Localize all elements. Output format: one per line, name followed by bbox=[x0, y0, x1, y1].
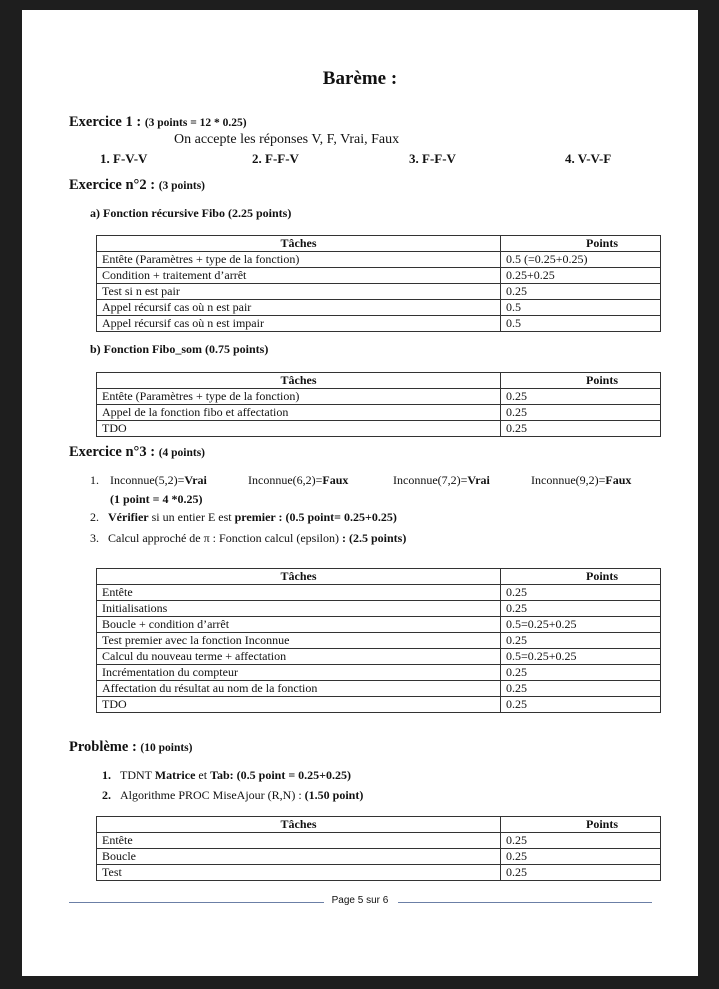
task-cell: Affectation du résultat au nom de la fonction bbox=[97, 681, 501, 697]
points-cell: 0.25 bbox=[501, 681, 661, 697]
points-cell: 0.25 bbox=[501, 849, 661, 865]
table-row bbox=[97, 421, 661, 437]
table-row bbox=[97, 649, 661, 665]
table-row bbox=[97, 284, 661, 300]
task-cell: Appel récursif cas où n est pair bbox=[97, 300, 501, 316]
header-points: Points bbox=[501, 236, 661, 252]
page-number: Page 5 sur 6 bbox=[331, 895, 389, 906]
exercise-3-item-3: 3. Calcul approché de π : Fonction calcul (epsilon) : (2.5 points) bbox=[90, 531, 407, 545]
table-header-row bbox=[97, 236, 661, 252]
task-cell: Test bbox=[97, 865, 501, 881]
task-cell: Test premier avec la fonction Inconnue bbox=[97, 633, 501, 649]
table-row bbox=[97, 633, 661, 649]
header-points: Points bbox=[501, 817, 661, 833]
task-cell: TDO bbox=[97, 421, 501, 437]
exercise-1-answer-3: 3. F-F-V bbox=[409, 151, 456, 166]
table-row bbox=[97, 681, 661, 697]
exercise-1-answer-1: 1. F-V-V bbox=[100, 151, 148, 166]
problem-label: Problème : bbox=[69, 739, 137, 755]
exercise-3-label: Exercice n°3 : bbox=[69, 444, 156, 460]
document-page bbox=[22, 10, 698, 976]
points-cell: 0.5=0.25+0.25 bbox=[501, 649, 661, 665]
points-cell: 0.25 bbox=[501, 405, 661, 421]
task-cell: Calcul du nouveau terme + affectation bbox=[97, 649, 501, 665]
inconnue-9-2: Inconnue(9,2)=Faux bbox=[531, 473, 632, 487]
table-row bbox=[97, 665, 661, 681]
exercise-1-heading bbox=[69, 114, 247, 131]
table-row bbox=[97, 697, 661, 713]
task-cell: Boucle bbox=[97, 849, 501, 865]
task-cell: Condition + traitement d’arrêt bbox=[97, 268, 501, 284]
table-row bbox=[97, 865, 661, 881]
problem-item-2: 2. Algorithme PROC MiseAjour (R,N) : (1.50 point) bbox=[102, 788, 364, 802]
exercise-2b-table bbox=[96, 372, 661, 437]
problem-points: (10 points) bbox=[140, 742, 193, 754]
table-row bbox=[97, 268, 661, 284]
exercise-3-heading bbox=[69, 444, 205, 461]
header-taches: Tâches bbox=[97, 817, 501, 833]
table-header-row bbox=[97, 817, 661, 833]
task-cell: Initialisations bbox=[97, 601, 501, 617]
points-cell: 0.25 bbox=[501, 665, 661, 681]
exercise-1-label: Exercice 1 : bbox=[69, 114, 142, 130]
exercise-1-points: (3 points = 12 * 0.25) bbox=[144, 117, 247, 129]
exercise-3-points: (4 points) bbox=[158, 447, 206, 459]
problem-item-1: 1. TDNT Matrice et Tab: (0.5 point = 0.25+0.25) bbox=[102, 768, 352, 782]
points-cell: 0.25 bbox=[501, 421, 661, 437]
task-cell: Entête (Paramètres + type de la fonction) bbox=[97, 389, 501, 405]
exercise-2-heading bbox=[69, 177, 205, 194]
header-points: Points bbox=[501, 373, 661, 389]
exercise-3-item-2: 2. Vérifier si un entier E est premier : (0.5 point= 0.25+0.25) bbox=[90, 510, 397, 524]
table-row bbox=[97, 300, 661, 316]
exercise-2-label: Exercice n°2 : bbox=[69, 177, 156, 193]
points-cell: 0.5 bbox=[501, 316, 661, 332]
table-row bbox=[97, 405, 661, 421]
problem-table bbox=[96, 816, 661, 881]
table-header-row bbox=[97, 373, 661, 389]
task-cell: Entête bbox=[97, 833, 501, 849]
exercise-3-item-1 bbox=[90, 473, 632, 488]
points-cell: 0.25 bbox=[501, 601, 661, 617]
table-row bbox=[97, 389, 661, 405]
points-cell: 0.25 bbox=[501, 633, 661, 649]
task-cell: Appel de la fonction fibo et affectation bbox=[97, 405, 501, 421]
task-cell: Entête (Paramètres + type de la fonction) bbox=[97, 252, 501, 268]
points-cell: 0.25+0.25 bbox=[501, 268, 661, 284]
task-cell: TDO bbox=[97, 697, 501, 713]
task-cell: Incrémentation du compteur bbox=[97, 665, 501, 681]
exercise-2-points: (3 points) bbox=[158, 180, 206, 192]
inconnue-6-2: Inconnue(6,2)=Faux bbox=[248, 473, 349, 487]
table-row bbox=[97, 617, 661, 633]
inconnue-5-2: Inconnue(5,2)=Vrai bbox=[110, 473, 207, 487]
header-points: Points bbox=[501, 569, 661, 585]
exercise-3-item-1-note: (1 point = 4 *0.25) bbox=[110, 492, 203, 506]
points-cell: 0.25 bbox=[501, 865, 661, 881]
task-cell: Appel récursif cas où n est impair bbox=[97, 316, 501, 332]
task-cell: Test si n est pair bbox=[97, 284, 501, 300]
exercise-2b-title: b) Fonction Fibo_som (0.75 points) bbox=[90, 342, 269, 356]
points-cell: 0.25 bbox=[501, 389, 661, 405]
exercise-1-answer-4: 4. V-V-F bbox=[565, 151, 612, 166]
points-cell: 0.5 bbox=[501, 300, 661, 316]
inconnue-7-2: Inconnue(7,2)=Vrai bbox=[393, 473, 490, 487]
footer-rule-right bbox=[398, 902, 652, 903]
header-taches: Tâches bbox=[97, 373, 501, 389]
table-row bbox=[97, 849, 661, 865]
task-cell: Boucle + condition d’arrêt bbox=[97, 617, 501, 633]
exercise-3-table bbox=[96, 568, 661, 713]
points-cell: 0.5 (=0.25+0.25) bbox=[501, 252, 661, 268]
points-cell: 0.5=0.25+0.25 bbox=[501, 617, 661, 633]
points-cell: 0.25 bbox=[501, 697, 661, 713]
exercise-2a-table bbox=[96, 235, 661, 332]
table-row bbox=[97, 601, 661, 617]
table-row bbox=[97, 833, 661, 849]
exercise-2a-title: a) Fonction récursive Fibo (2.25 points) bbox=[90, 206, 292, 220]
table-row bbox=[97, 316, 661, 332]
header-taches: Tâches bbox=[97, 236, 501, 252]
table-row bbox=[97, 252, 661, 268]
page-title: Barème : bbox=[322, 68, 398, 89]
task-cell: Entête bbox=[97, 585, 501, 601]
points-cell: 0.25 bbox=[501, 585, 661, 601]
problem-heading bbox=[69, 739, 192, 756]
points-cell: 0.25 bbox=[501, 833, 661, 849]
item-number: 1. bbox=[90, 473, 99, 487]
table-header-row bbox=[97, 569, 661, 585]
exercise-1-answer-2: 2. F-F-V bbox=[252, 151, 299, 166]
table-row bbox=[97, 585, 661, 601]
exercise-1-accept-note: On accepte les réponses V, F, Vrai, Faux bbox=[174, 132, 400, 147]
points-cell: 0.25 bbox=[501, 284, 661, 300]
header-taches: Tâches bbox=[97, 569, 501, 585]
